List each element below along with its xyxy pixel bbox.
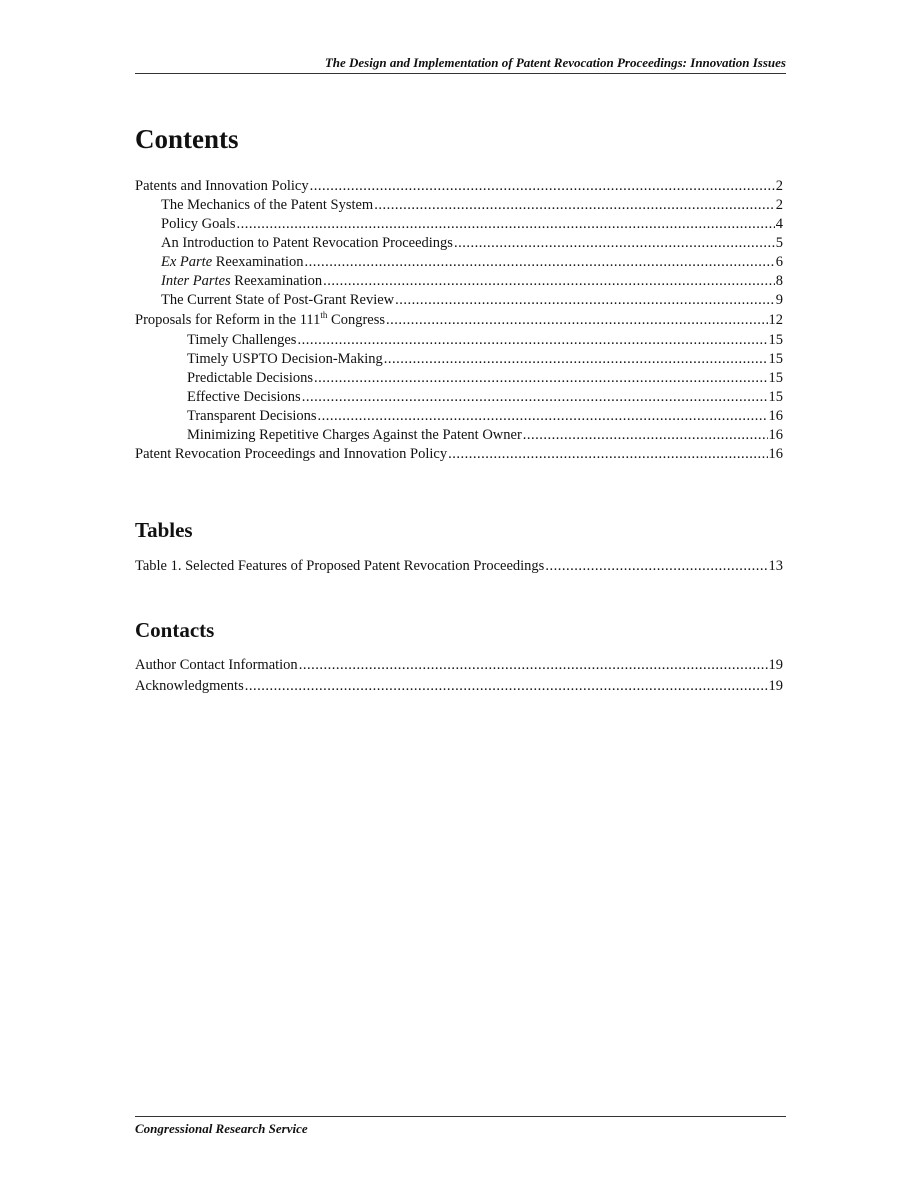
toc-entry-label: Acknowledgments <box>135 678 244 694</box>
toc-entry-page: 12 <box>768 312 783 328</box>
running-footer: Congressional Research Service <box>135 1116 786 1137</box>
toc-entry-page: 15 <box>768 370 783 386</box>
toc-entry-predictable-decisions[interactable] <box>135 369 783 388</box>
toc-entry-label: Author Contact Information <box>135 657 298 673</box>
dot-leader <box>302 388 768 407</box>
toc-entry-transparent-decisions[interactable] <box>135 407 783 426</box>
toc-entry-inter-partes[interactable] <box>135 272 783 291</box>
toc-entry-timely-challenges[interactable] <box>135 331 783 350</box>
dot-leader <box>523 426 768 445</box>
dot-leader <box>318 407 768 426</box>
toc-entry-label-italic: Inter Partes <box>161 273 231 289</box>
toc-entry-mechanics-patent-system[interactable] <box>135 196 783 215</box>
toc-entry-revocation-innovation-policy[interactable] <box>135 445 783 464</box>
toc-entry-page: 2 <box>775 178 783 194</box>
toc-entry-label: Minimizing Repetitive Charges Against the Patent Owner <box>187 427 522 443</box>
toc-entry-proposals-reform[interactable] <box>135 310 783 331</box>
toc-entry-effective-decisions[interactable] <box>135 388 783 407</box>
toc-entry-page: 16 <box>768 427 783 443</box>
dot-leader <box>395 291 775 310</box>
toc-entry-label: The Current State of Post-Grant Review <box>161 292 395 308</box>
toc-entry-label <box>161 272 322 291</box>
contacts-list <box>135 656 783 698</box>
contents-list <box>135 177 783 464</box>
toc-entry-timely-uspto[interactable] <box>135 350 783 369</box>
toc-entry-policy-goals[interactable] <box>135 215 783 234</box>
toc-entry-label-rest: Reexamination <box>230 273 323 289</box>
toc-entry-page: 9 <box>775 292 783 308</box>
toc-entry-page: 15 <box>768 332 783 348</box>
toc-entry-page: 4 <box>775 216 783 232</box>
toc-entry-label-pre: Proposals for Reform in the 111 <box>135 312 321 328</box>
dot-leader <box>374 196 775 215</box>
dot-leader <box>545 557 767 576</box>
toc-entry-intro-revocation[interactable] <box>135 234 783 253</box>
toc-entry-label: Timely USPTO Decision-Making <box>187 351 383 367</box>
toc-entry-label-post: Congress <box>327 312 386 328</box>
toc-entry-label <box>135 310 385 331</box>
toc-entry-label: Table 1. Selected Features of Proposed Patent Revocation Proceedings <box>135 558 545 574</box>
toc-entry-page: 15 <box>768 351 783 367</box>
toc-entry-table-1[interactable] <box>135 557 783 576</box>
toc-entry-ex-parte[interactable] <box>135 253 783 272</box>
toc-entry-page: 19 <box>768 657 783 673</box>
dot-leader <box>299 656 768 675</box>
toc-entry-label: Transparent Decisions <box>187 408 317 424</box>
dot-leader <box>305 253 775 272</box>
dot-leader <box>237 215 775 234</box>
dot-leader <box>314 369 767 388</box>
contacts-heading: Contacts <box>135 618 215 642</box>
toc-entry-author-contact[interactable] <box>135 656 783 675</box>
toc-entry-label: Effective Decisions <box>187 389 301 405</box>
toc-entry-page: 5 <box>775 235 783 251</box>
toc-entry-page: 16 <box>768 446 783 462</box>
toc-entry-page: 6 <box>775 254 783 270</box>
toc-entry-page: 13 <box>768 558 783 574</box>
contents-heading: Contents <box>135 124 239 154</box>
toc-entry-patents-innovation-policy[interactable] <box>135 177 783 196</box>
toc-entry-page: 16 <box>768 408 783 424</box>
toc-entry-page: 8 <box>775 273 783 289</box>
toc-entry-label-italic: Ex Parte <box>161 254 213 270</box>
tables-list <box>135 557 783 576</box>
dot-leader <box>323 272 775 291</box>
toc-entry-acknowledgments[interactable] <box>135 677 783 696</box>
running-header: The Design and Implementation of Patent Revocation Proceedings: Innovation Issues <box>135 55 786 74</box>
dot-leader <box>310 177 775 196</box>
toc-entry-label-rest: Reexamination <box>212 254 304 270</box>
dot-leader <box>297 331 767 350</box>
toc-entry-label: An Introduction to Patent Revocation Proceedings <box>161 235 453 251</box>
toc-entry-label: Patents and Innovation Policy <box>135 178 309 194</box>
dot-leader <box>386 310 767 331</box>
dot-leader <box>448 445 767 464</box>
dot-leader <box>245 677 768 696</box>
toc-entry-label: Timely Challenges <box>187 332 297 348</box>
toc-entry-page: 2 <box>775 197 783 213</box>
toc-entry-label: Patent Revocation Proceedings and Innovation Policy <box>135 446 448 462</box>
dot-leader <box>384 350 768 369</box>
dot-leader <box>454 234 775 253</box>
toc-entry-label: Policy Goals <box>161 216 236 232</box>
toc-entry-label <box>161 253 304 272</box>
toc-entry-minimizing-repetitive[interactable] <box>135 426 783 445</box>
tables-heading: Tables <box>135 518 193 542</box>
toc-entry-page: 19 <box>768 678 783 694</box>
toc-entry-label: The Mechanics of the Patent System <box>161 197 374 213</box>
toc-entry-page: 15 <box>768 389 783 405</box>
toc-entry-label-sup: th <box>320 310 328 321</box>
toc-entry-label: Predictable Decisions <box>187 370 314 386</box>
toc-entry-current-state[interactable] <box>135 291 783 310</box>
